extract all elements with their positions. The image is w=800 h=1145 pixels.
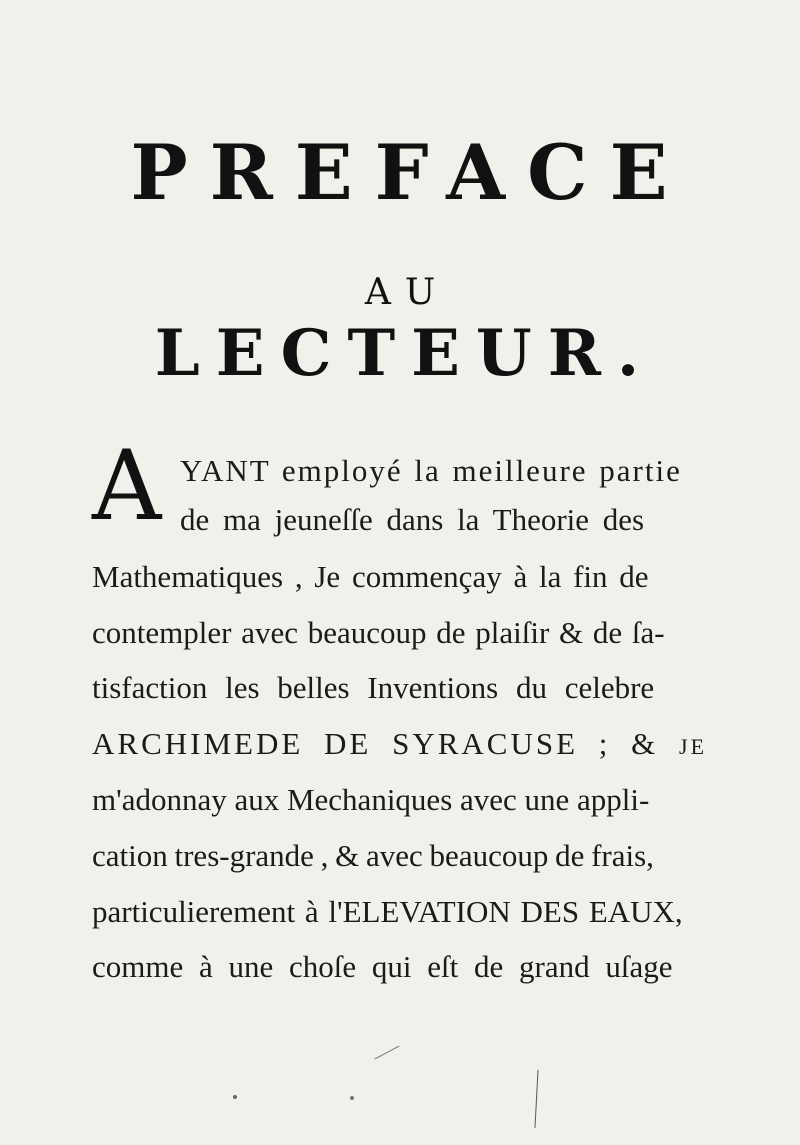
- text-line-5: tisfaction les belles Inventions du celebre: [92, 670, 655, 705]
- ink-dot-mark: [350, 1096, 354, 1100]
- title-lecteur: LECTEUR.: [154, 316, 656, 391]
- text-line-3: Mathematiques , Je commençay à la fin de: [92, 559, 649, 594]
- text-line-7: m'adonnay aux Mechaniques avec une appli-: [92, 782, 650, 817]
- ink-dot-mark: [233, 1095, 237, 1099]
- text-line-8: cation tres-grande , & avec beaucoup de frais,: [92, 838, 654, 873]
- text-line-6: ARCHIMEDE DE SYRACUSE ; & je: [92, 726, 708, 761]
- ink-line-mark: [534, 1070, 541, 1128]
- drop-cap: A: [92, 430, 162, 542]
- text-line-9: particulierement à l'ELEVATION DES EAUX,: [92, 894, 683, 929]
- text-line-10: comme à une choſe qui eſt de grand uſage: [92, 949, 673, 984]
- title-preface: PREFACE: [130, 128, 690, 217]
- text-line-4: contempler avec beaucoup de plaiſir & de ſa-: [92, 615, 665, 650]
- text-line-1: YANT employé la meilleure partie: [180, 453, 682, 488]
- ink-stroke: [374, 1045, 399, 1059]
- text-line-2: de ma jeuneſſe dans la Theorie des: [180, 502, 645, 537]
- title-au: AU: [364, 272, 450, 313]
